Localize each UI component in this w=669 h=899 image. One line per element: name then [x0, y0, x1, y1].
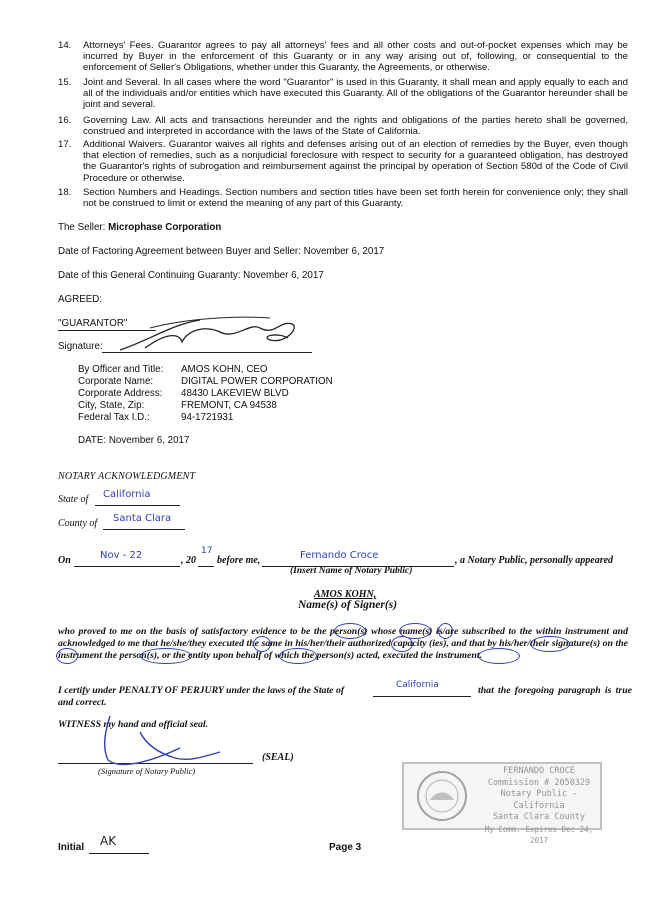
county-underline: [103, 529, 185, 530]
is-circle: [438, 623, 453, 639]
initial-label: Initial: [58, 842, 85, 853]
signer-field-label: Corporate Address:: [78, 388, 163, 399]
stamp-text: [480, 766, 598, 847]
signer-field-value: DIGITAL POWER CORPORATION: [181, 376, 333, 387]
section-number: 14.: [58, 40, 72, 51]
section-15: [58, 77, 628, 111]
capacity-circle: [530, 636, 570, 652]
seller-name: Microphase Corporation: [108, 222, 222, 233]
signer-field-label: City, State, Zip:: [78, 400, 145, 411]
guaranty-date-label: Date of this General Continuing Guaranty:: [58, 270, 241, 281]
on-date-value: Nov - 22: [100, 550, 143, 561]
section-number: 18.: [58, 187, 72, 198]
guarantor-label: "GUARANTOR": [58, 318, 128, 329]
section-number: 15.: [58, 77, 72, 88]
notary-stamp: [402, 762, 602, 845]
stamp-line: Notary Public - California: [500, 789, 578, 811]
date-underline: [74, 566, 180, 567]
page-number: Page 3: [329, 842, 362, 853]
notary-paragraph: who proved to me on the basis of satisfactory evidence to be the person(s) whose name(s) is/are subscribed to the within instrument and acknowledged to me that he/she/they executed the same in his/her/their authorized capacity (ies), and that by his/her/their signature(s) on the instrument the person(s), or the entity upon behalf of which the person(s) acted, executed the instrument.: [58, 626, 628, 661]
year-underline: [198, 566, 214, 567]
section-18: [58, 187, 628, 209]
signer-name: AMOS KOHN,: [314, 589, 377, 600]
signer-field-value: 94-1721931: [181, 412, 234, 423]
year-value: 17: [201, 546, 213, 556]
insert-name-caption: (Insert Name of Notary Public): [290, 566, 413, 576]
section-text: Additional Waivers. Guarantor waives all rights and defenses arising out of an election of remedies by the Buyer, even though that election of remedies, such as a nonjudicial foreclosure with respect to security for a guaranteed obligation, has destroyed the Guarantor's rights of subrogation and reimbursement against the principal by operation of Section 580d of the Code of Civil Procedure or otherwise.: [83, 139, 628, 184]
signer-field-value: AMOS KOHN, CEO: [181, 364, 268, 375]
on-label: On: [58, 555, 71, 566]
person-3-circle: [478, 648, 520, 664]
appeared-label: , a Notary Public, personally appeared: [455, 555, 614, 566]
stamp-line: My Comm. Expires Dec 24, 2017: [484, 824, 594, 845]
certify-state-value: California: [396, 680, 439, 690]
state-underline: [95, 505, 180, 506]
signer-field-label: By Officer and Title:: [78, 364, 164, 375]
guarantor-signature: [110, 310, 310, 360]
initial-value: AK: [100, 834, 117, 848]
notary-signature: [80, 712, 230, 772]
notary-signature-caption: (Signature of Notary Public): [98, 766, 196, 776]
state-label: State of: [58, 494, 89, 505]
his-circle: [391, 636, 413, 652]
county-value: Santa Clara: [113, 513, 172, 524]
seller-line: [58, 222, 221, 233]
signer-field-value: 48430 LAKEVIEW BLVD: [181, 388, 289, 399]
section-17: [58, 139, 628, 184]
signature-circle: [140, 648, 192, 664]
person-circle: [334, 623, 366, 639]
factoring-date-line: [58, 246, 384, 257]
person-2-circle: [279, 648, 317, 664]
stamp-line: Santa Clara County: [492, 812, 586, 822]
county-label: County of: [58, 518, 98, 529]
factoring-date-value: November 6, 2017: [303, 246, 385, 257]
stamp-line: Commission # 2050329: [487, 777, 591, 788]
before-me-label: before me,: [217, 555, 261, 566]
signer-field-value: FREMONT, CA 94538: [181, 400, 277, 411]
certify-text-b: that the foregoing paragraph is true and correct.: [58, 685, 632, 708]
state-value: California: [103, 489, 151, 500]
seller-label: The Seller:: [58, 222, 106, 233]
section-text: Attorneys' Fees. Guarantor agrees to pay all attorneys' fees and all other costs and out-of-pocket expenses which may be incurred by Buyer in the enforcement of this Guaranty or in any way arising out of, following, or consequential to the enforcement of Seller's Obligations, whether under this Guaranty, the Agreements, or otherwise.: [83, 40, 628, 74]
date-line: DATE: November 6, 2017: [78, 435, 190, 446]
section-text: Governing Law. All acts and transactions hereunder and the rights and obligations of the parties hereto shall be governed, construed and interpreted in accordance with the laws of the State of California.: [83, 115, 628, 138]
year-prefix: , 20: [181, 555, 196, 566]
seal-label: (SEAL): [262, 752, 294, 763]
signer-field-label: Federal Tax I.D.:: [78, 412, 150, 423]
section-14: [58, 40, 628, 74]
he-circle: [253, 636, 271, 652]
section-text: Joint and Several. In all cases where the word "Guarantor" is used in this Guaranty, it shall mean and apply equally to each and all of the individuals and/or entities which have executed this Guaranty. All of the obligations of the Guarantor hereunder shall be joint and several.: [83, 77, 628, 111]
agreed-label: AGREED:: [58, 294, 103, 305]
guaranty-date-value: November 6, 2017: [243, 270, 324, 281]
signer-field-label: Corporate Name:: [78, 376, 154, 387]
guaranty-date-line: [58, 270, 324, 281]
state-seal-icon: [416, 770, 468, 822]
signer-caption: Name(s) of Signer(s): [298, 599, 398, 611]
factoring-date-label: Date of Factoring Agreement between Buyer and Seller:: [58, 246, 301, 257]
section-16: [58, 115, 628, 137]
initial-underline: [89, 853, 149, 854]
section-number: 17.: [58, 139, 72, 150]
stamp-line: FERNANDO CROCE: [503, 766, 575, 776]
witness-line: WITNESS my hand and official seal.: [58, 719, 209, 730]
notary-heading: NOTARY ACKNOWLEDGMENT: [58, 471, 196, 482]
signature-label: Signature:: [58, 341, 103, 352]
certify-text-a: I certify under PENALTY OF PERJURY under the laws of the State of: [58, 685, 345, 696]
his-2-circle: [56, 648, 78, 664]
notary-name-value: Fernando Croce: [300, 550, 379, 561]
section-text: Section Numbers and Headings. Section numbers and section titles have been set forth herein for convenience only; they shall not be construed to limit or extend the meaning of any part of this Guaranty.: [83, 187, 628, 210]
section-number: 16.: [58, 115, 72, 126]
